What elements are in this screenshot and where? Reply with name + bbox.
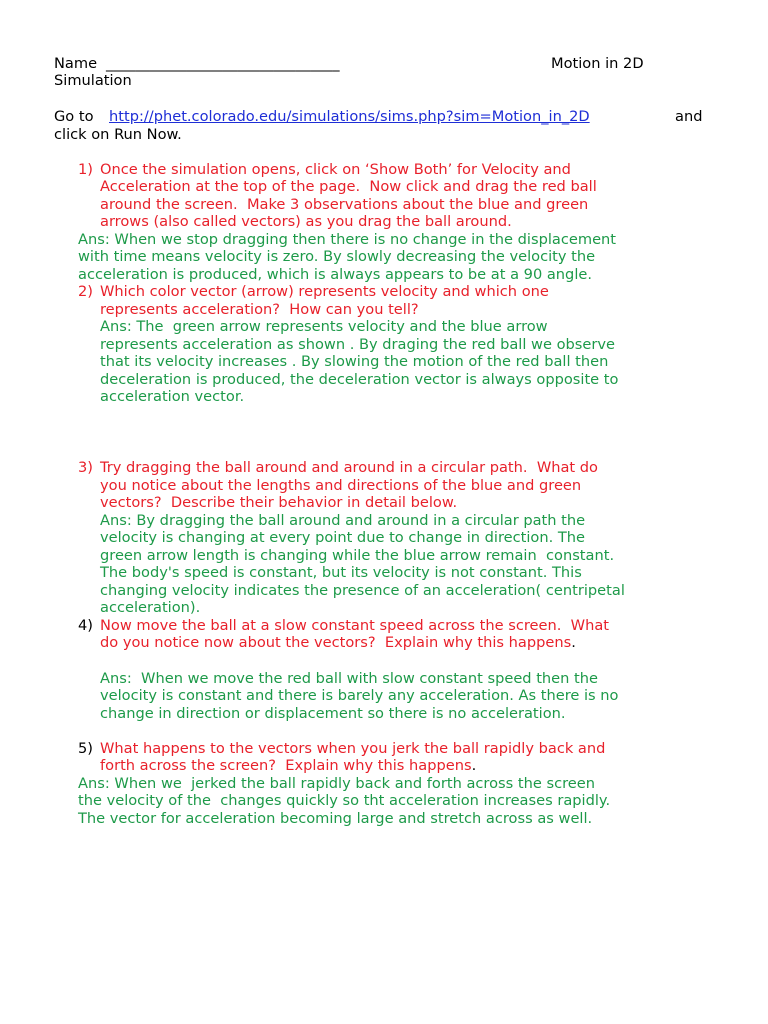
q5-answer-line: Ans: When we jerked the ball rapidly back and forth across the screen: [78, 775, 595, 792]
q2-line: represents acceleration? How can you tell?: [100, 301, 419, 318]
title-part1: Motion in 2D: [551, 55, 644, 72]
q4-answer-line: velocity is constant and there is barely any acceleration. As there is no: [100, 687, 619, 704]
q5-number: 5): [78, 740, 93, 757]
q3-answer-line: green arrow length is changing while the blue arrow remain constant.: [100, 547, 615, 564]
name-label: Name: [54, 55, 98, 72]
q5-line: What happens to the vectors when you jerk the ball rapidly back and: [100, 740, 606, 757]
q3-answer-line: Ans: By dragging the ball around and around in a circular path the: [100, 512, 586, 529]
q3-line: you notice about the lengths and directions of the blue and green: [100, 477, 582, 494]
q3-answer-line: changing velocity indicates the presence of an acceleration( centripetal: [100, 582, 625, 599]
q4-period: .: [571, 634, 576, 651]
q2-answer-line: represents acceleration as shown . By draging the red ball we observe: [100, 336, 615, 353]
q1-answer-line: with time means velocity is zero. By slowly decreasing the velocity the: [78, 248, 596, 265]
q3-line: Try dragging the ball around and around in a circular path. What do: [100, 459, 598, 476]
q2-answer-line: that its velocity increases . By slowing the motion of the red ball then: [100, 353, 609, 370]
intro-and: and: [675, 108, 703, 125]
q3-answer-line: The body's speed is constant, but its velocity is not constant. This: [100, 564, 582, 581]
q4-line: [100, 634, 576, 652]
q1-answer-line: Ans: When we stop dragging then there is no change in the displacement: [78, 231, 617, 248]
q2-answer-line: acceleration vector.: [100, 388, 245, 405]
q4-answer-line: Ans: When we move the red ball with slow constant speed then the: [100, 670, 598, 687]
intro-go-to: Go to: [54, 108, 94, 125]
q2-answer-line: deceleration is produced, the deceleration vector is always opposite to: [100, 371, 619, 388]
q3-answer-line: velocity is changing at every point due to change in direction. The: [100, 529, 586, 546]
q1-line: arrows (also called vectors) as you drag the ball around.: [100, 213, 512, 230]
q5-period: .: [471, 757, 477, 774]
q1-answer-line: acceleration is produced, which is always appears to be at a 90 angle.: [78, 266, 592, 283]
q2-line: Which color vector (arrow) represents velocity and which one: [100, 283, 549, 300]
q4-line-text: do you notice now about the vectors? Explain why this happens: [100, 634, 572, 651]
q5-line: [100, 757, 476, 775]
name-blank: ________________________________: [106, 55, 340, 72]
q5-answer-line: The vector for acceleration becoming large and stretch across as well.: [78, 810, 593, 827]
q1-number: 1): [78, 161, 93, 178]
q3-line: vectors? Describe their behavior in detail below.: [100, 494, 458, 511]
title-part2: Simulation: [54, 72, 132, 89]
q1-line: around the screen. Make 3 observations about the blue and green: [100, 196, 589, 213]
q3-answer-line: acceleration).: [100, 599, 201, 616]
q1-line: Once the simulation opens, click on ‘Show Both’ for Velocity and: [100, 161, 571, 178]
simulation-link[interactable]: http://phet.colorado.edu/simulations/sims.php?sim=Motion_in_2D: [109, 108, 590, 125]
intro-line2: click on Run Now.: [54, 126, 182, 143]
q4-number: 4): [78, 617, 93, 634]
q3-number: 3): [78, 459, 93, 476]
q4-line: Now move the ball at a slow constant speed across the screen. What: [100, 617, 609, 634]
q5-line-text: forth across the screen? Explain why this happens: [100, 757, 472, 774]
q1-line: Acceleration at the top of the page. Now click and drag the red ball: [100, 178, 597, 195]
q2-answer-line: Ans: The green arrow represents velocity and the blue arrow: [100, 318, 548, 335]
q2-number: 2): [78, 283, 93, 300]
q5-answer-line: the velocity of the changes quickly so tht acceleration increases rapidly.: [78, 792, 611, 809]
q4-answer-line: change in direction or displacement so there is no acceleration.: [100, 705, 566, 722]
